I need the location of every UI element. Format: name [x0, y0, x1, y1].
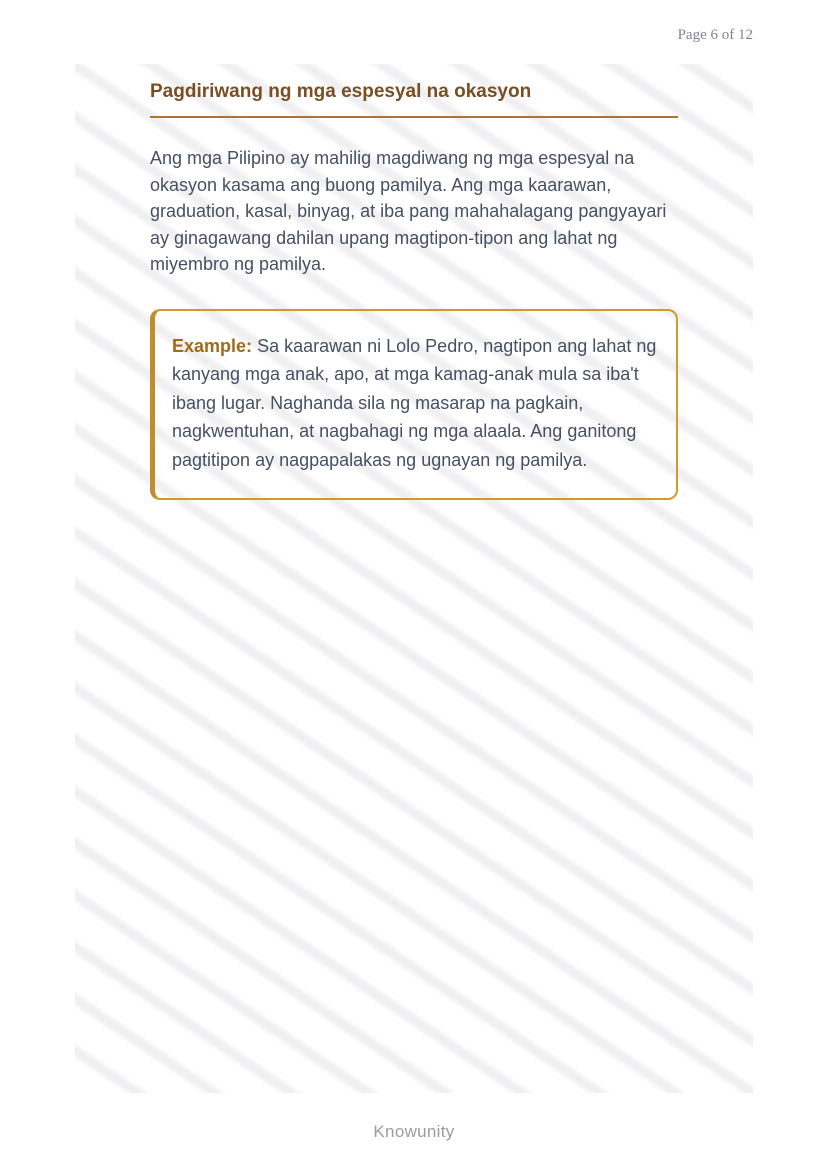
intro-paragraph: Ang mga Pilipino ay mahilig magdiwang ng mga espesyal na okasyon kasama ang buong pamilya. Ang mga kaarawan, graduation, kasal, binyag, at iba pang mahahalagang pangyayari ay ginagawang dahilan upang magtipon-tipon ang lahat ng miyembro ng pamilya. [150, 148, 667, 274]
worksheet-page-body [75, 64, 753, 1093]
example-text [172, 332, 658, 475]
page-number: Page 6 of 12 [677, 27, 753, 43]
example-label: Example: [172, 335, 253, 356]
example-box [150, 309, 678, 501]
example-body: Sa kaarawan ni Lolo Pedro, nagtipon ang lahat ng kanyang mga anak, apo, at mga kamag-anak mula sa iba't ibang lugar. Naghanda sila ng masarap na pagkain, nagkwentuhan, at nagbahagi ng mga alaala. Ang ganitong pagtitipon ay nagpapalakas ng ugnayan ng pamilya. [172, 335, 657, 470]
title-underline [150, 116, 678, 118]
footer-brand: Knowunity [373, 1122, 455, 1141]
section-title: Pagdiriwang ng mga espesyal na okasyon [150, 81, 532, 102]
